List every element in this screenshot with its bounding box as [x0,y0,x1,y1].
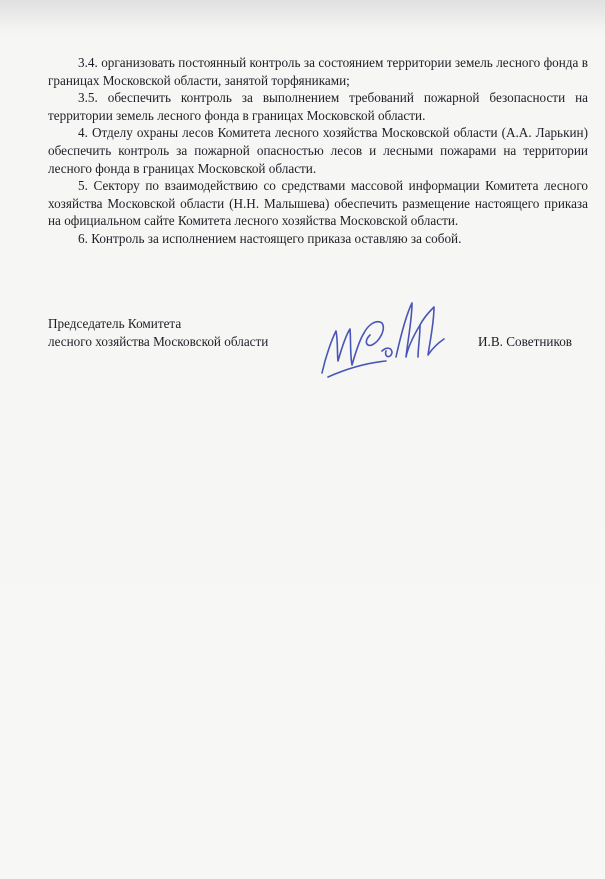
document-body [48,54,588,248]
signatory-title-line-1: Председатель Комитета [48,316,182,331]
signature-stroke-5 [420,307,444,355]
paragraph-3-4: 3.4. организовать постоянный контроль за состоянием территории земель лесного фонда в границах Московской области, занятой торфяниками; [48,55,588,88]
scan-shadow [0,0,605,30]
paragraph-6: 6. Контроль за исполнением настоящего приказа оставляю за собой. [78,230,462,246]
paragraph-3-5: 3.5. обеспечить контроль за выполнением требований пожарной безопасности на территории земель лесного фонда в границах Московской области. [48,90,588,123]
handwritten-signature [316,295,448,381]
paragraph-4: 4. Отделу охраны лесов Комитета лесного хозяйства Московской области (А.А. Ларькин) обеспечить контроль за пожарной опасностью лесов и лесными пожарами на территории лесного фонда в границах Московской области. [48,125,588,176]
signature-stroke-2 [364,322,383,346]
signature-stroke-4 [396,303,420,357]
signatory-title-line-2: лесного хозяйства Московской области [48,333,269,349]
paragraph-5: 5. Сектору по взаимодействию со средствами массовой информации Комитета лесного хозяйства Московской области (Н.Н. Малышева) обеспечить размещение настоящего приказа на официальном сайте Комитета лесного хозяйства Московской области. [48,178,588,229]
signatory-name: И.В. Советников [478,333,573,349]
signature-stroke-6 [328,361,386,377]
signature-stroke-3 [382,348,392,356]
